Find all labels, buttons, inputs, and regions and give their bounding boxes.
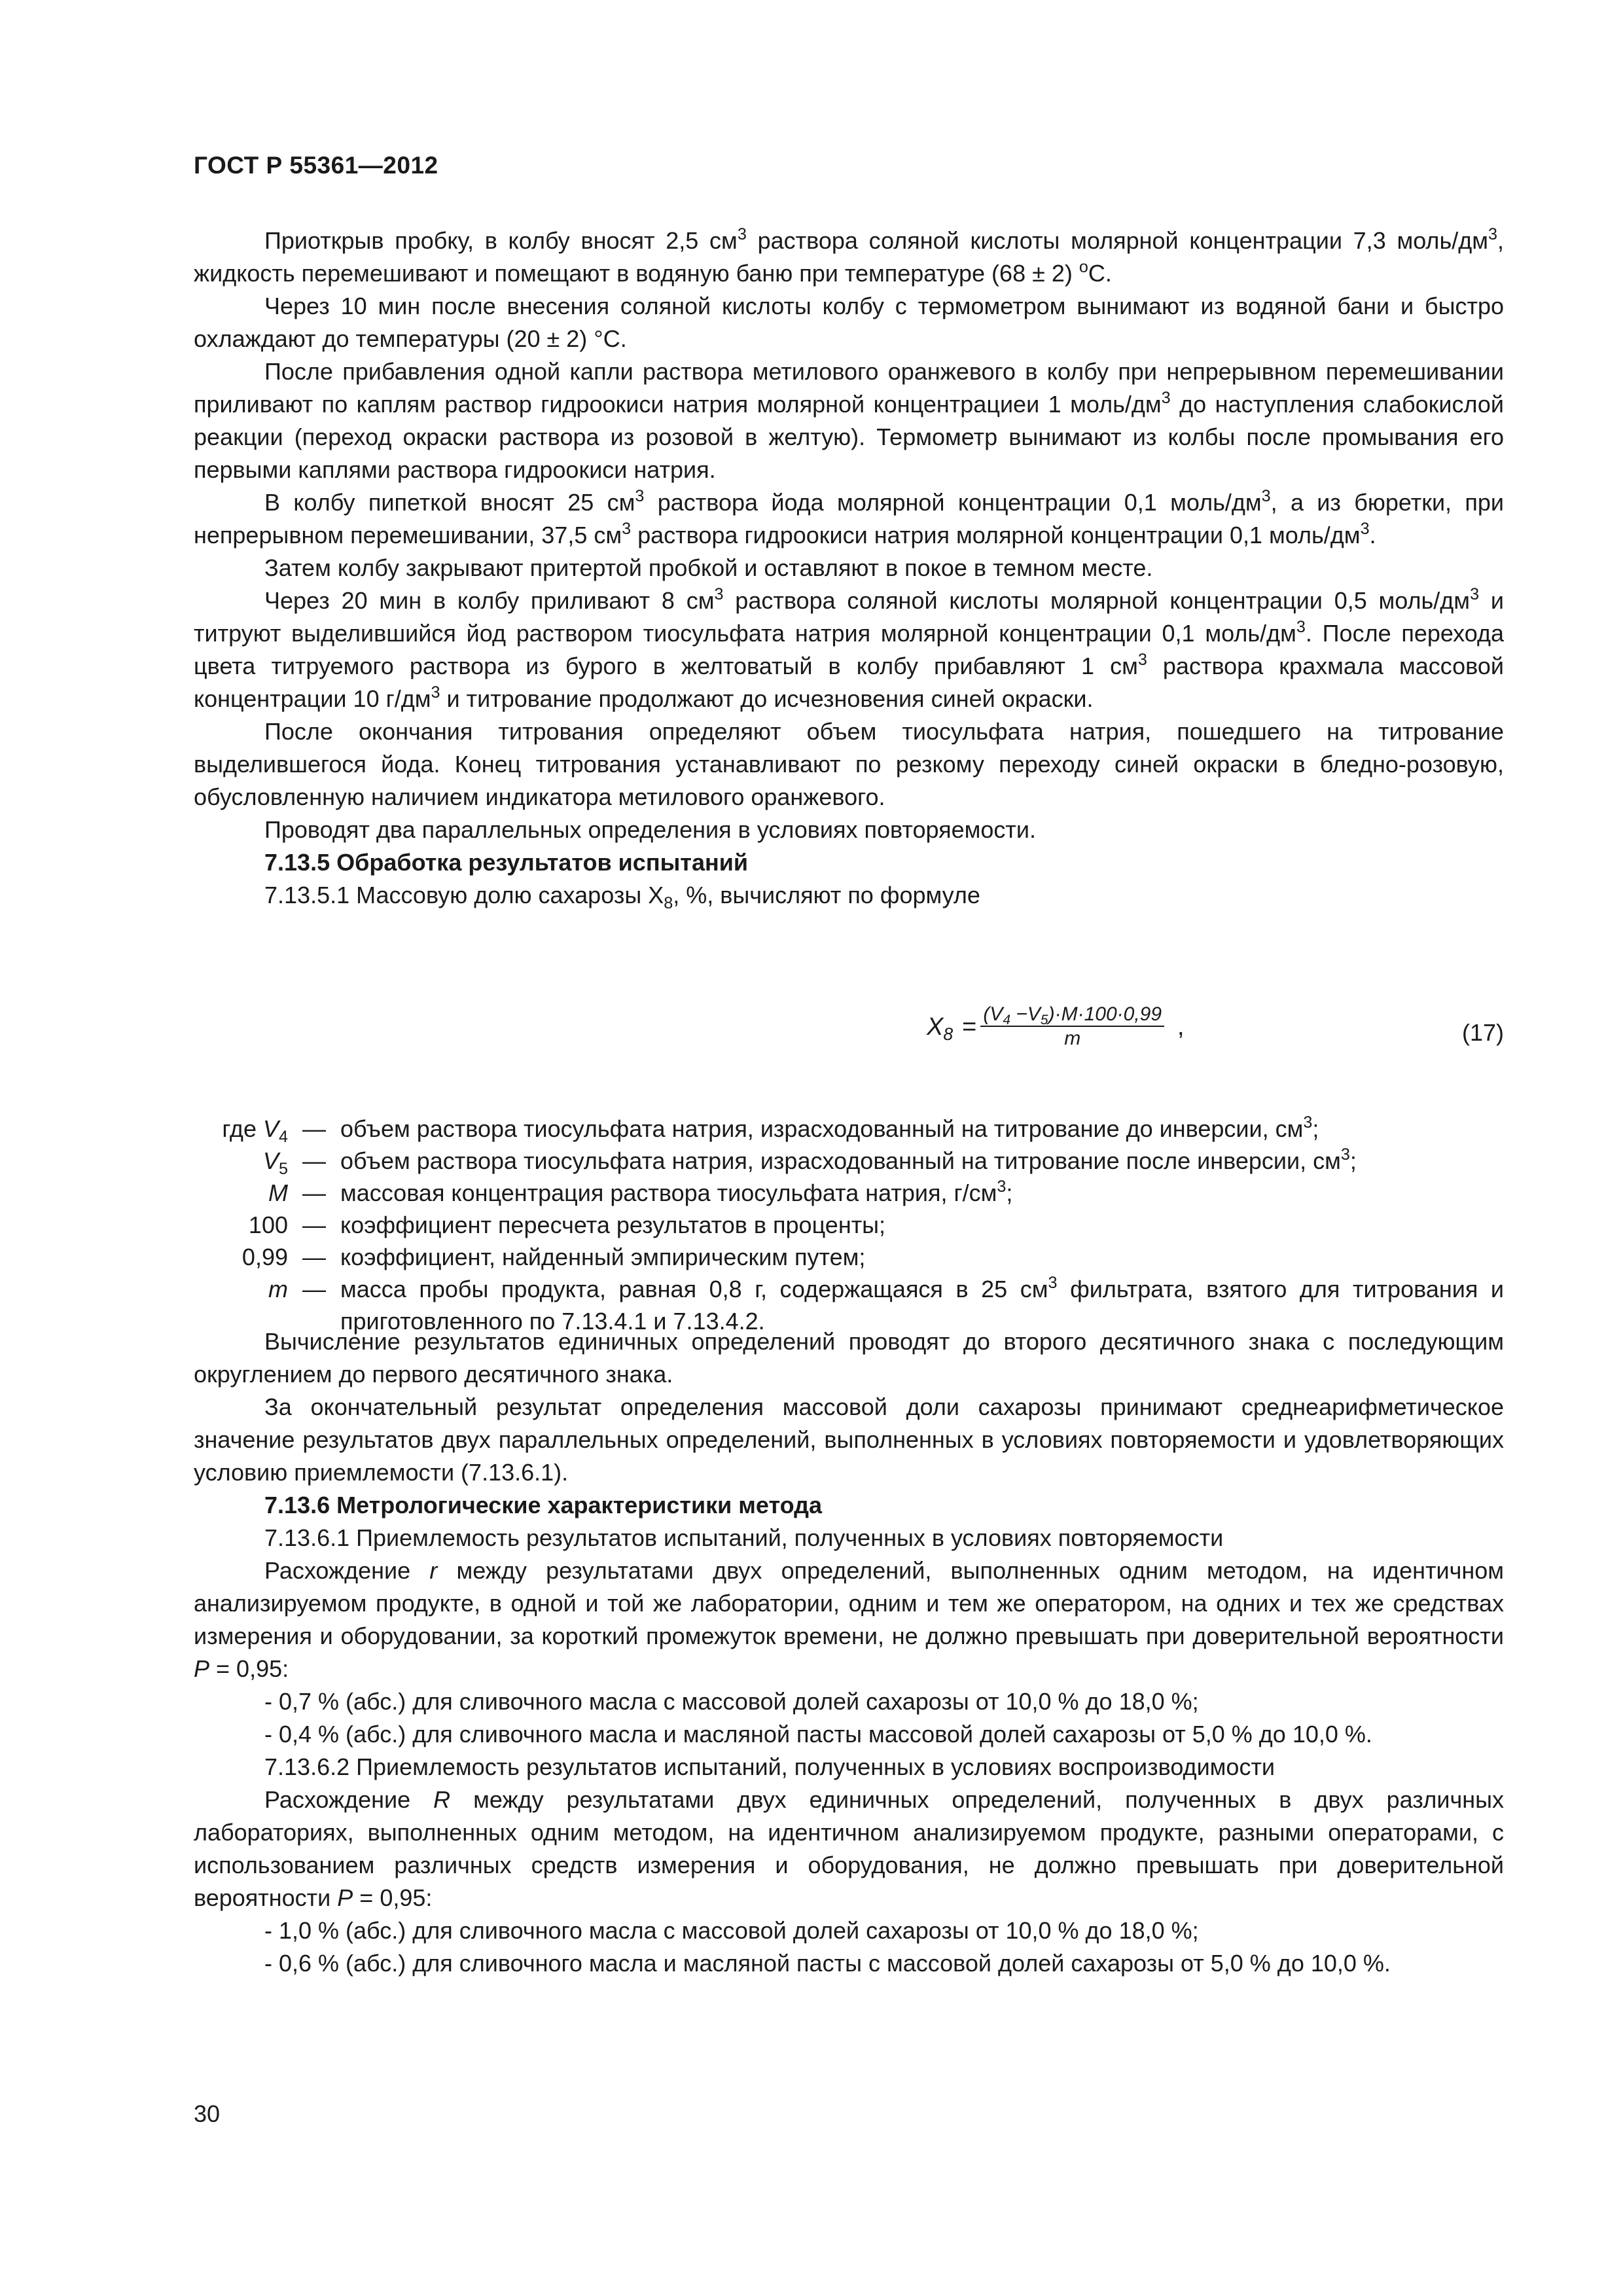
formula-lhs: $X_8$ (927, 1013, 954, 1044)
paragraph: Проводят два параллельных определения в условиях повторяемости. (264, 816, 1036, 843)
section-heading-7-13-5: 7.13.5 Обработка результатов испытаний (264, 849, 748, 876)
definition-row (194, 1241, 1504, 1273)
section-heading-7-13-6: 7.13.6 Метрологические характеристики метода (264, 1492, 822, 1518)
definition-symbol: m (268, 1276, 288, 1302)
definition-row (194, 1177, 1504, 1209)
list-item: - 0,4 % (абс.) для сливочного масла и масляной пасты массовой долей сахарозы от 5,0 % до 10,0 %. (264, 1721, 1372, 1748)
text-block-upper (194, 224, 1504, 912)
paragraph: 7.13.5.1 Массовую долю сахарозы $Х_8$, %, вычисляют по формуле (264, 882, 980, 912)
definition-text: масса пробы продукта, равная 0,8 г, содержащаяся в 25 $см^3$ фильтрата, взятого для титрования и приготовленного по 7.13.4.1 и 7.13.4.2. (340, 1274, 1504, 1335)
equation-number: (17) (1461, 1019, 1504, 1046)
definition-text: массовая концентрация раствора тиосульфата натрия, $г/см^3$; (340, 1177, 1013, 1206)
definition-symbol: 0,99 (241, 1244, 288, 1270)
definition-text: объем раствора тиосульфата натрия, израсходованный на титрование после инверсии, $см^3$; (340, 1145, 1357, 1174)
definition-dash: — (302, 1211, 326, 1238)
definition-dash: — (302, 1244, 326, 1270)
definition-dash: — (302, 1179, 326, 1206)
definition-row (194, 1113, 1504, 1145)
page-number: 30 (194, 2100, 221, 2127)
list-item: - 0,6 % (абс.) для сливочного масла и масляной пасты с массовой долей сахарозы от 5,0 % до 10,0 %. (264, 1950, 1391, 1977)
definition-symbol: M (268, 1179, 288, 1206)
list-item: - 0,7 % (абс.) для сливочного масла с массовой долей сахарозы от 10,0 % до 18,0 %; (264, 1688, 1199, 1715)
formula-equals: = (962, 1013, 977, 1041)
paragraph: Расхождение R между результатами двух единичных определений, полученных в двух различных лабораториях, выполненных одним методом, на идентичном анализируемом продукте, разными операторами, с использованием различных средств измерения и оборудования, не должно превышать при доверительной вероятности Р = 0,95: (194, 1786, 1504, 1911)
definition-row (194, 1209, 1504, 1241)
definition-text: объем раствора тиосульфата натрия, израсходованный на титрование до инверсии, $см^3$; (340, 1113, 1319, 1142)
formula-denominator: m (1064, 1028, 1081, 1049)
definition-symbol: где $V_4$ (222, 1115, 288, 1146)
variable-definitions (194, 1113, 1504, 1337)
paragraph: 7.13.6.2 Приемлемость результатов испытаний, полученных в условиях воспроизводимости (264, 1753, 1275, 1780)
paragraph: Через 20 мин в колбу приливают 8 $см^3$ раствора соляной кислоты молярной концентрации 0,5 моль/$дм^3$ и титруют выделившийся йод раствором тиосульфата натрия молярной концентрации 0,1 моль/$дм^3$. После перехода цвета титруемого раствора из бурого в желтоватый в колбу прибавляют 1 $см^3$ раствора крахмала массовой концентрации 10 $г/дм^3$ и титрование продолжают до исчезновения синей окраски. (194, 585, 1504, 712)
definition-dash: — (302, 1276, 326, 1302)
list-item: - 1,0 % (абс.) для сливочного масла с массовой долей сахарозы от 10,0 % до 18,0 %; (264, 1917, 1199, 1944)
formula-17 (194, 998, 1504, 1070)
formula-expression (927, 1003, 1185, 1050)
paragraph: После прибавления одной капли раствора метилового оранжевого в колбу при непрерывном перемешивании приливают по каплям раствор гидроокиси натрия молярной концентрациеи 1 моль/$дм^3$ до наступления слабокислой реакции (переход окраски раствора из розовой в желтую). Термометр вынимают из колбы после промывания его первыми каплями раствора гидроокиси натрия. (194, 358, 1505, 483)
definition-row (194, 1145, 1504, 1177)
paragraph: Приоткрыв пробку, в колбу вносят 2,5 $см^3$ раствора соляной кислоты молярной концентрации 7,3 моль/$дм^3$, жидкость перемешивают и помещают в водяную баню при температуре (68 ± 2) $^о$С. (194, 225, 1504, 287)
definition-text: коэффициент, найденный эмпирическим путем; (340, 1244, 866, 1270)
paragraph: За окончательный результат определения массовой доли сахарозы принимают среднеарифметическое значение результатов двух параллельных определений, выполненных в условиях повторяемости и удовлетворяющих условию приемлемости (7.13.6.1). (194, 1393, 1504, 1486)
paragraph: Затем колбу закрывают притертой пробкой и оставляют в покое в темном месте. (264, 554, 1153, 581)
text-block-lower (194, 1325, 1504, 1980)
formula-comma: , (1177, 1013, 1185, 1041)
formula-numerator: $(V_4 -V_5)\cdot M\cdot 100\cdot 0,99$ (980, 1003, 1164, 1027)
definition-symbol: 100 (248, 1211, 288, 1238)
definition-symbol: $V_5$ (262, 1147, 288, 1178)
paragraph: Вычисление результатов единичных определений проводят до второго десятичного знака с последующим округлением до первого десятичного знака. (194, 1328, 1504, 1388)
definition-dash: — (302, 1147, 326, 1174)
paragraph: 7.13.6.1 Приемлемость результатов испытаний, полученных в условиях повторяемости (264, 1524, 1224, 1551)
paragraph: Расхождение r между результатами двух определений, выполненных одним методом, на идентичном анализируемом продукте, в одной и той же лаборатории, одним и тем же оператором, на одних и тех же средствах измерения и оборудовании, за короткий промежуток времени, не должно превышать при доверительной вероятности Р = 0,95: (194, 1557, 1504, 1682)
document-code-header: ГОСТ Р 55361—2012 (194, 152, 438, 179)
paragraph: После окончания титрования определяют объем тиосульфата натрия, пошедшего на титрование выделившегося йода. Конец титрования устанавливают по резкому переходу синей окраски в бледно-розовую, обусловленную наличием индикатора метилового оранжевого. (194, 718, 1504, 810)
definition-dash: — (302, 1115, 326, 1142)
definition-text: коэффициент пересчета результатов в проценты; (340, 1211, 886, 1238)
paragraph: В колбу пипеткой вносят 25 $см^3$ раствора йода молярной концентрации 0,1 моль/$дм^3$, а из бюретки, при непрерывном перемешивании, 37,5 $см^3$ раствора гидроокиси натрия молярной концентрации 0,1 моль/$дм^3$. (194, 487, 1505, 548)
formula-fraction (980, 1003, 1164, 1050)
paragraph: Через 10 мин после внесения соляной кислоты колбу с термометром вынимают из водяной бани и быстро охлаждают до температуры (20 ± 2) °С. (194, 293, 1504, 352)
